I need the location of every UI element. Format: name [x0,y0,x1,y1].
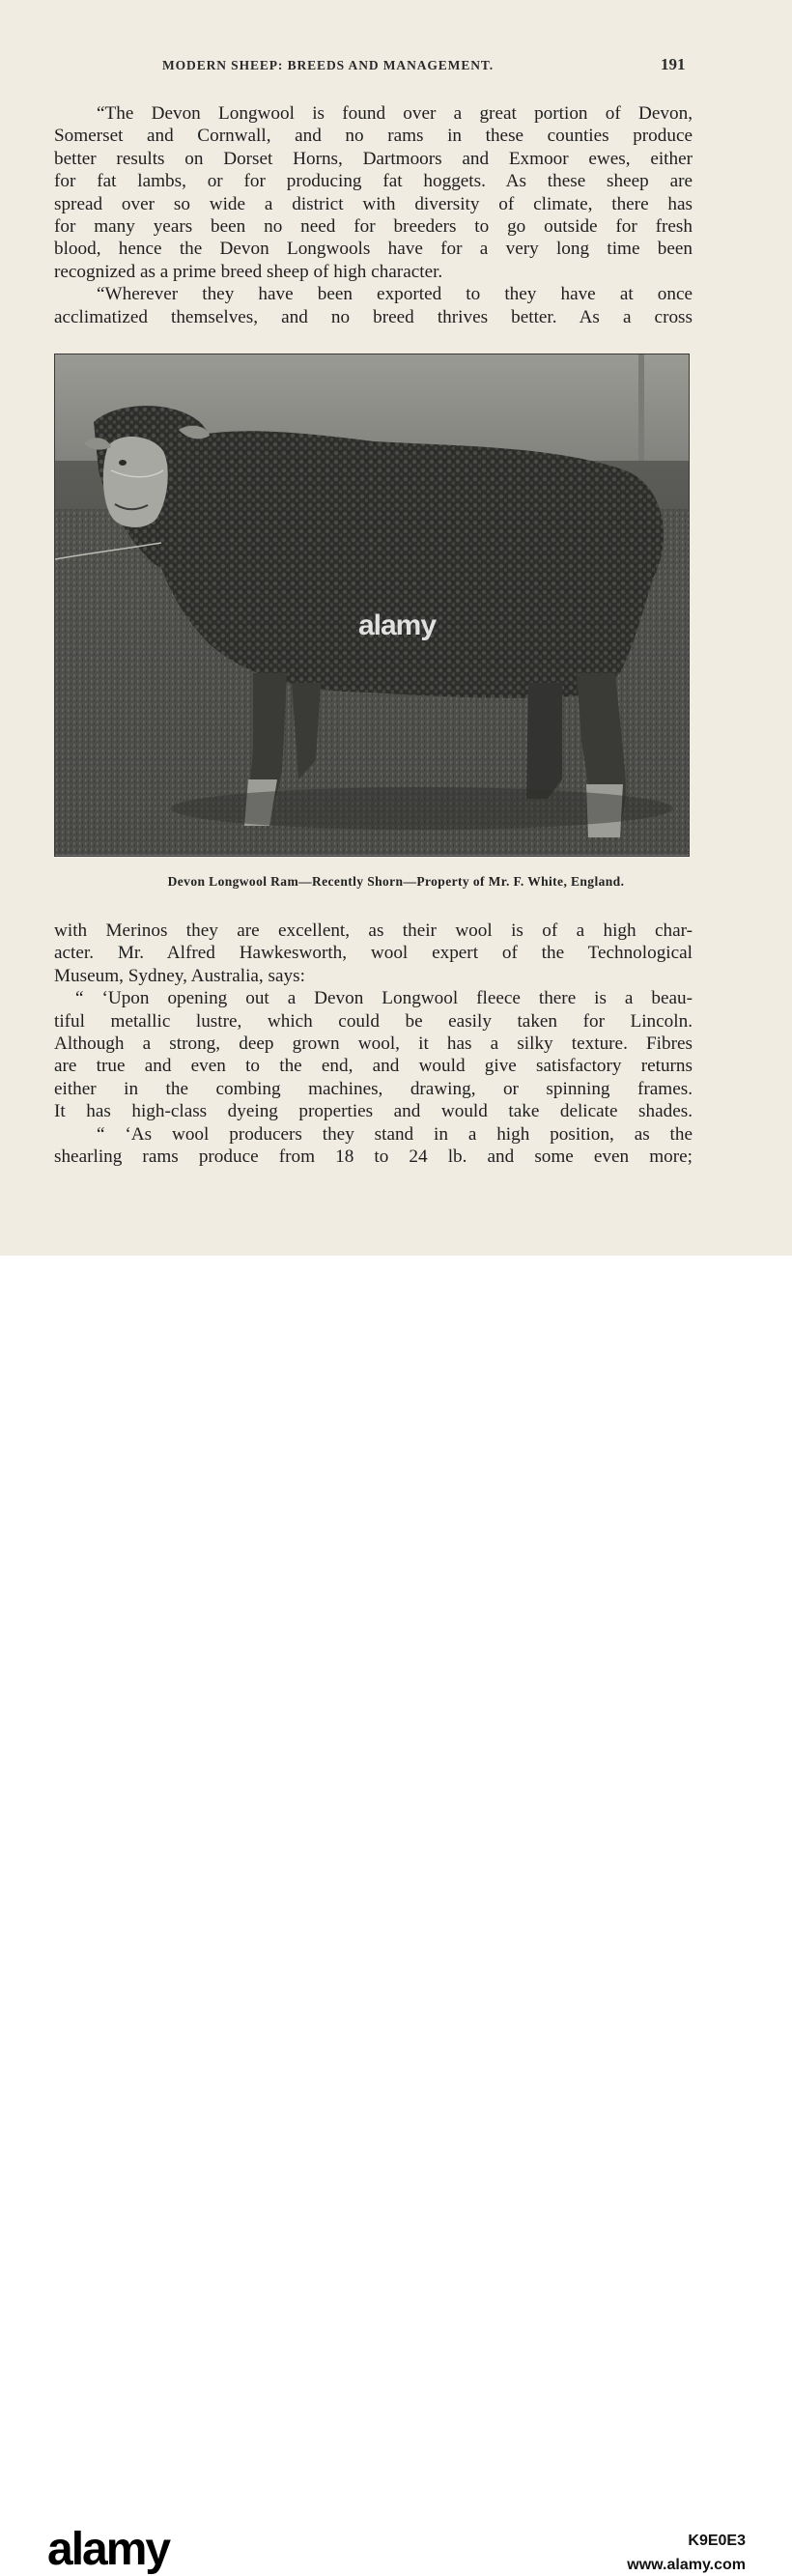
text-line: Although a strong, deep grown wool, it has a silky texture. Fibres [54,1033,693,1054]
site-url: www.alamy.com [627,2557,746,2573]
book-page [0,0,792,1256]
text-line: are true and even to the end, and would give satisfactory returns [54,1056,693,1077]
text-line: for many years been no need for breeders to go outside for fresh [54,215,693,237]
text-line: tiful metallic lustre, which could be easily taken for Lincoln. [54,1010,693,1032]
text-line: It has high-class dyeing properties and would take delicate shades. [54,1101,693,1122]
text-line: better results on Dorset Horns, Dartmoors and Exmoor ewes, either [54,148,693,169]
text-line: recognized as a prime breed sheep of high character. [54,261,443,282]
text-line: acclimatized themselves, and no breed thrives better. As a cross [54,306,693,327]
text-line: “The Devon Longwool is found over a great portion of Devon, [97,103,693,124]
text-line: with Merinos they are excellent, as their wool is of a high char- [54,920,693,941]
text-line: either in the combing machines, drawing, or spinning frames. [54,1078,693,1099]
brand-logo: alamy [47,2524,170,2575]
text-line: acter. Mr. Alfred Hawkesworth, wool expert of the Technological [54,943,693,964]
text-line: for fat lambs, or for producing fat hoggets. As these sheep are [54,171,693,192]
text-line: “ ‘Upon opening out a Devon Longwool fleece there is a beau- [75,988,693,1009]
text-line: blood, hence the Devon Longwools have for a very long time been [54,239,693,260]
running-head [0,55,792,79]
stock-banner [0,1256,792,2575]
text-line: Somerset and Cornwall, and no rams in these counties produce [54,126,693,147]
text-line: “ ‘As wool producers they stand in a high position, as the [97,1123,693,1145]
body-text-top [54,102,693,328]
watermark-center: alamy [357,609,437,641]
text-line: shearling rams produce from 18 to 24 lb. and some even more; [54,1146,693,1167]
running-title: MODERN SHEEP: BREEDS AND MANAGEMENT. [162,58,495,72]
text-line: Museum, Sydney, Australia, says: [54,965,305,986]
text-line: “Wherever they have been exported to they have at once [97,284,693,305]
text-line: spread over so wide a district with diversity of climate, there has [54,193,693,214]
page-number: 191 [661,55,686,73]
image-id: K9E0E3 [688,2533,746,2549]
figure-caption: Devon Longwool Ram—Recently Shorn—Property of Mr. F. White, England. [167,874,625,889]
body-text-bottom [54,920,693,1168]
